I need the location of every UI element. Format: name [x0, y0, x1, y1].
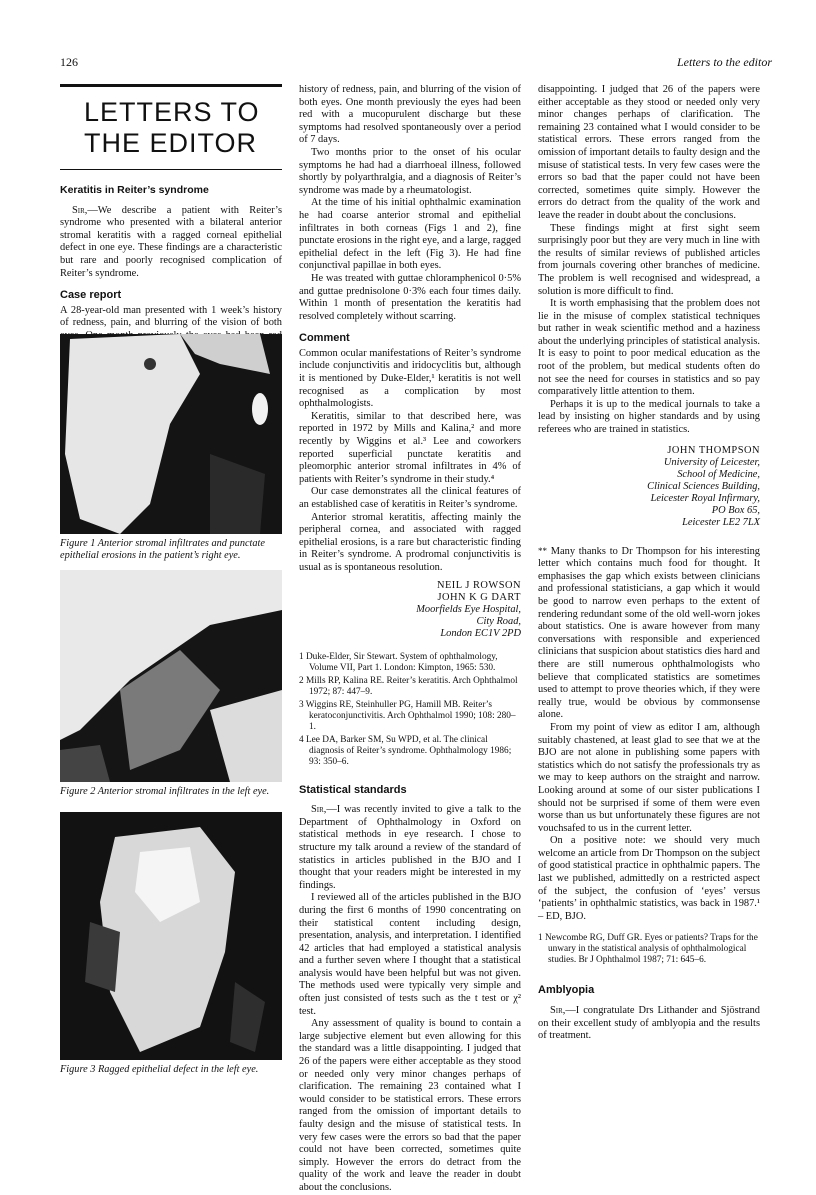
stats-para-2: I reviewed all of the articles published in the BJO during the first 6 months of 1990 concentrating on their statistical content including design, presentation, analysis, and interpretation. I identified 42 articles that had employed a statistical analysis and a further seven where I thought that a statistical analysis would have been helpful but was not given. The methods used were typically very simple and often just consisted of tests such as the t test or χ² test. [299, 892, 521, 1017]
banner-line-2: THE EDITOR [84, 128, 258, 158]
stats-para-5: It is worth emphasising that the problem does not lie in the misuse of complex statistical techniques but rather in weak scientific method and a haziness about the underlying principles of statistical analysis. It is easy to point to poor medical education as the root of the problem, but medical students often do not see the need for courses in statistics and so pay comparatively little attention to them. [538, 298, 760, 398]
figure-3-image [60, 812, 282, 1060]
reference-item: 1 Newcombe RG, Duff GR. Eyes or patients? Traps for the unwary in the statistical analysis of ophthalmological studies. Br J Ophthalmol 1987; 71: 645–6. [538, 933, 758, 966]
figure-1-image [60, 334, 282, 534]
author-affiliation: School of Medicine, [677, 468, 760, 480]
comment-heading: Comment [299, 332, 350, 345]
editor-reply-para-2: From my point of view as editor I am, although suitably chastened, at least glad to see that we at the BJO are not alone in publishing some papers with statistics which do not satisfy the professionals try as we may to keep authors on the straight and narrow. Looking around at some of our sister publications I should not be surprised if some of them were even worse than us but unfortunately these figures are not vouchsafed to us in the current letter. [538, 721, 760, 834]
stats-para-4: These findings might at first sight seem surprisingly poor but they are very much in line with the results of similar reviews of published articles from journals covering other branches of medicine. The problem is well recognised and widespread, a solution is more difficult to find. [538, 222, 760, 297]
comment-para-2: Keratitis, similar to that described here, was reported in 1972 by Mills and Kalina,² and more recently by Wiggins et al.³ Lee and coworkers reported superficial punctate keratitis and pleomorphic anterior stromal infiltrates in 4% of patients with Reiter’s syndrome in their study.⁴ [299, 410, 521, 485]
column-3 [538, 84, 760, 1043]
column-1 [60, 84, 282, 1084]
author-affiliation: Leicester Royal Infirmary, [650, 492, 760, 504]
author-affiliation: London EC1V 2PD [440, 627, 521, 639]
reference-item: 3 Wiggins RE, Steinhuller PG, Hamill MB. Reiter’s keratoconjunctivitis. Arch Ophthalmol 1990; 108: 280–1. [299, 699, 516, 732]
section-banner [60, 84, 282, 170]
page-number: 126 [60, 55, 78, 69]
editor-reply-para-3: On a positive note: we should very much welcome an article from Dr Thompson on the subject of good statistical practice in ophthalmic papers. The last we published, admittedly on a restricted aspect of the subject, the confusion of ‘eyes’ versus ‘patients’ in ophthalmic statistics, was back in 1987.¹ – ED, BJO. [538, 835, 760, 922]
reiter-references [299, 652, 521, 768]
author-affiliation: PO Box 65, [711, 504, 760, 516]
comment-para-4: Anterior stromal keratitis, affecting mainly the peripheral cornea, and associated with ragged epithelial erosions, is a rare but characteristic finding in Reiter’s syndrome. A prodromal conjunctivitis is usual as is spontaneous resolution. [299, 511, 521, 573]
letter-title-stats: Statistical standards [299, 783, 407, 796]
editor-reply-para-1: ** Many thanks to Dr Thompson for his interesting letter which contains much food for thought. It emphasises the gap which exists between clinicians and professional statisticians, a gap which it would be good to narrow even perhaps to the extent of rendering redundant some of the old well-worn jokes about statistics. One is aware however from many conversations with responsible and experienced clinicians that suspicion about statistics dies hard and there are still numerous ophthalmologists who believe that complicated statistics are sometimes used to attempt to prove theories which, if they were really true, would be obvious by commonsense alone. [538, 545, 760, 721]
stats-para-3: Any assessment of quality is bound to contain a large subjective element but even allowing for this the standard was a little disappointing. I judged that 26 of the papers were either acceptable as they stood or needed only very minor changes perhaps of clarification. The remaining 23 contained what I would consider to be statistical errors. These errors ranged from the omission of important details to faulty design and the misuse of statistical tests. In very few cases were the errors so bad that the paper could not have been corrected, sometimes quite simply. However the errors do detract from the quality of the work and leave the reader in doubt about the conclusions. [299, 1018, 521, 1193]
editor-reply-references [538, 933, 760, 966]
stats-para-1: Sir,—I was recently invited to give a talk to the Department of Ophthalmology in Oxford on statistical methods in eye research. I chose to structure my talk around a review of the standard of statistics in articles published in the BJO and I thought that your readers might be interested in my findings. [299, 804, 521, 891]
letter-title-reiter: Keratitis in Reiter’s syndrome [60, 184, 209, 196]
running-title: Letters to the editor [677, 55, 772, 69]
comment-para-1: Common ocular manifestations of Reiter’s syndrome include conjunctivitis and iridocyclitis but, although it is mentioned by Duke-Elder,¹ keratitis is not well recognised as a complication by most ophthalmologists. [299, 347, 521, 410]
case-report-para-2: Two months prior to the onset of his ocular symptoms he had had a diarrhoeal illness, followed shortly by polyarthralgia, and a diagnosis of Reiter’s syndrome was made by a rheumatologist. [299, 146, 521, 196]
author-name: JOHN K G DART [437, 591, 521, 603]
column-2 [299, 84, 521, 1193]
case-report-heading: Case report [60, 289, 122, 302]
reiter-signature [299, 580, 521, 640]
amblyopia-para-1: Sir,—I congratulate Drs Lithander and Sjöstrand on their excellent study of amblyopia and the results of treatment. [538, 1005, 760, 1042]
case-report-para-1: A 28-year-old man presented with 1 week’s history of redness, pain, and blurring of the vision of both [60, 304, 282, 329]
letter-title-amblyopia: Amblyopia [538, 984, 595, 997]
comment-para-3: Our case demonstrates all the clinical features of an established case of keratitis in Reiter’s syndrome. [299, 486, 521, 510]
author-affiliation: Leicester LE2 7LX [682, 516, 760, 528]
author-affiliation: Moorfields Eye Hospital, [416, 603, 521, 615]
author-affiliation: City Road, [476, 615, 521, 627]
editorial-asterisks-icon: ** [538, 545, 547, 556]
author-affiliation: Clinical Sciences Building, [647, 480, 760, 492]
figure-2-caption: Figure 2 Anterior stromal infiltrates in the left eye. [60, 785, 270, 797]
figure-3-caption: Figure 3 Ragged epithelial defect in the left eye. [60, 1063, 259, 1075]
author-name: NEIL J ROWSON [436, 579, 521, 591]
salutation: Sir, [550, 1005, 566, 1017]
reference-item: 4 Lee DA, Barker SM, Su WPD, et al. The clinical diagnosis of Reiter’s syndrome. Ophthalmology 1986; 93: 350–6. [299, 734, 512, 767]
figure-1-caption: Figure 1 Anterior stromal infiltrates and punctate epithelial erosions in the patient’s right eye. [60, 537, 265, 561]
reference-item: 2 Mills RP, Kalina RE. Reiter’s keratitis. Arch Ophthalmol 1972; 87: 447–9. [299, 675, 518, 697]
reiter-intro: Sir,—We describe a patient with Reiter’s syndrome who presented with a bilateral anterior stromal keratitis with a ragged corneal epithelial defect in one eye. These findings are a characteristic but rare and poorly recognised complication of Reiter’s syndrome. [60, 204, 282, 279]
author-name: JOHN THOMPSON [667, 444, 760, 456]
stats-para-3-cont: disappointing. I judged that 26 of the papers were either acceptable as they stood or needed only very minor changes perhaps of clarification. The remaining 23 contained what I would consider to be statistical errors. These errors ranged from the omission of important details to faulty design and the misuse of statistical tests. In very few cases were the errors so bad that the paper could not have been corrected, sometimes quite simply. However the errors do detract from the quality of the work and leave the reader in doubt about the conclusions. [538, 84, 760, 221]
stats-para-6: Perhaps it is up to the medical journals to take a lead by insisting on higher standards and by using referees who are trained in statistics. [538, 398, 760, 436]
salutation: Sir, [72, 204, 88, 216]
stats-signature [538, 445, 760, 529]
case-report-para-4: He was treated with guttae chloramphenicol 0·5% and guttae prednisolone 0·3% each four times daily. Within 1 month of presentation the keratitis had resolved completely without scarring. [299, 272, 521, 322]
figure-2-image [60, 570, 282, 782]
banner-line-1: LETTERS TO [84, 97, 260, 127]
reference-item: 1 Duke-Elder, Sir Stewart. System of ophthalmology, Volume VII, Part 1. London: Kimpton, 1965: 530. [299, 651, 498, 673]
case-report-para-3: At the time of his initial ophthalmic examination he had coarse anterior stromal and epithelial infiltrates in both corneas (Figs 1 and 2), fine punctate erosions in the right eye, and a large, ragged epithelial defect in the left (Fig 3). He had fine conjunctival papillae in both eyes. [299, 197, 521, 272]
salutation: Sir, [311, 804, 327, 816]
author-affiliation: University of Leicester, [663, 456, 760, 468]
case-report-continuation: history of redness, pain, and blurring of the vision of both eyes. One month previously the eyes had been red with a mucopurulent discharge but these symptoms had resolved spontaneously over a period of 7 days. [299, 84, 521, 146]
